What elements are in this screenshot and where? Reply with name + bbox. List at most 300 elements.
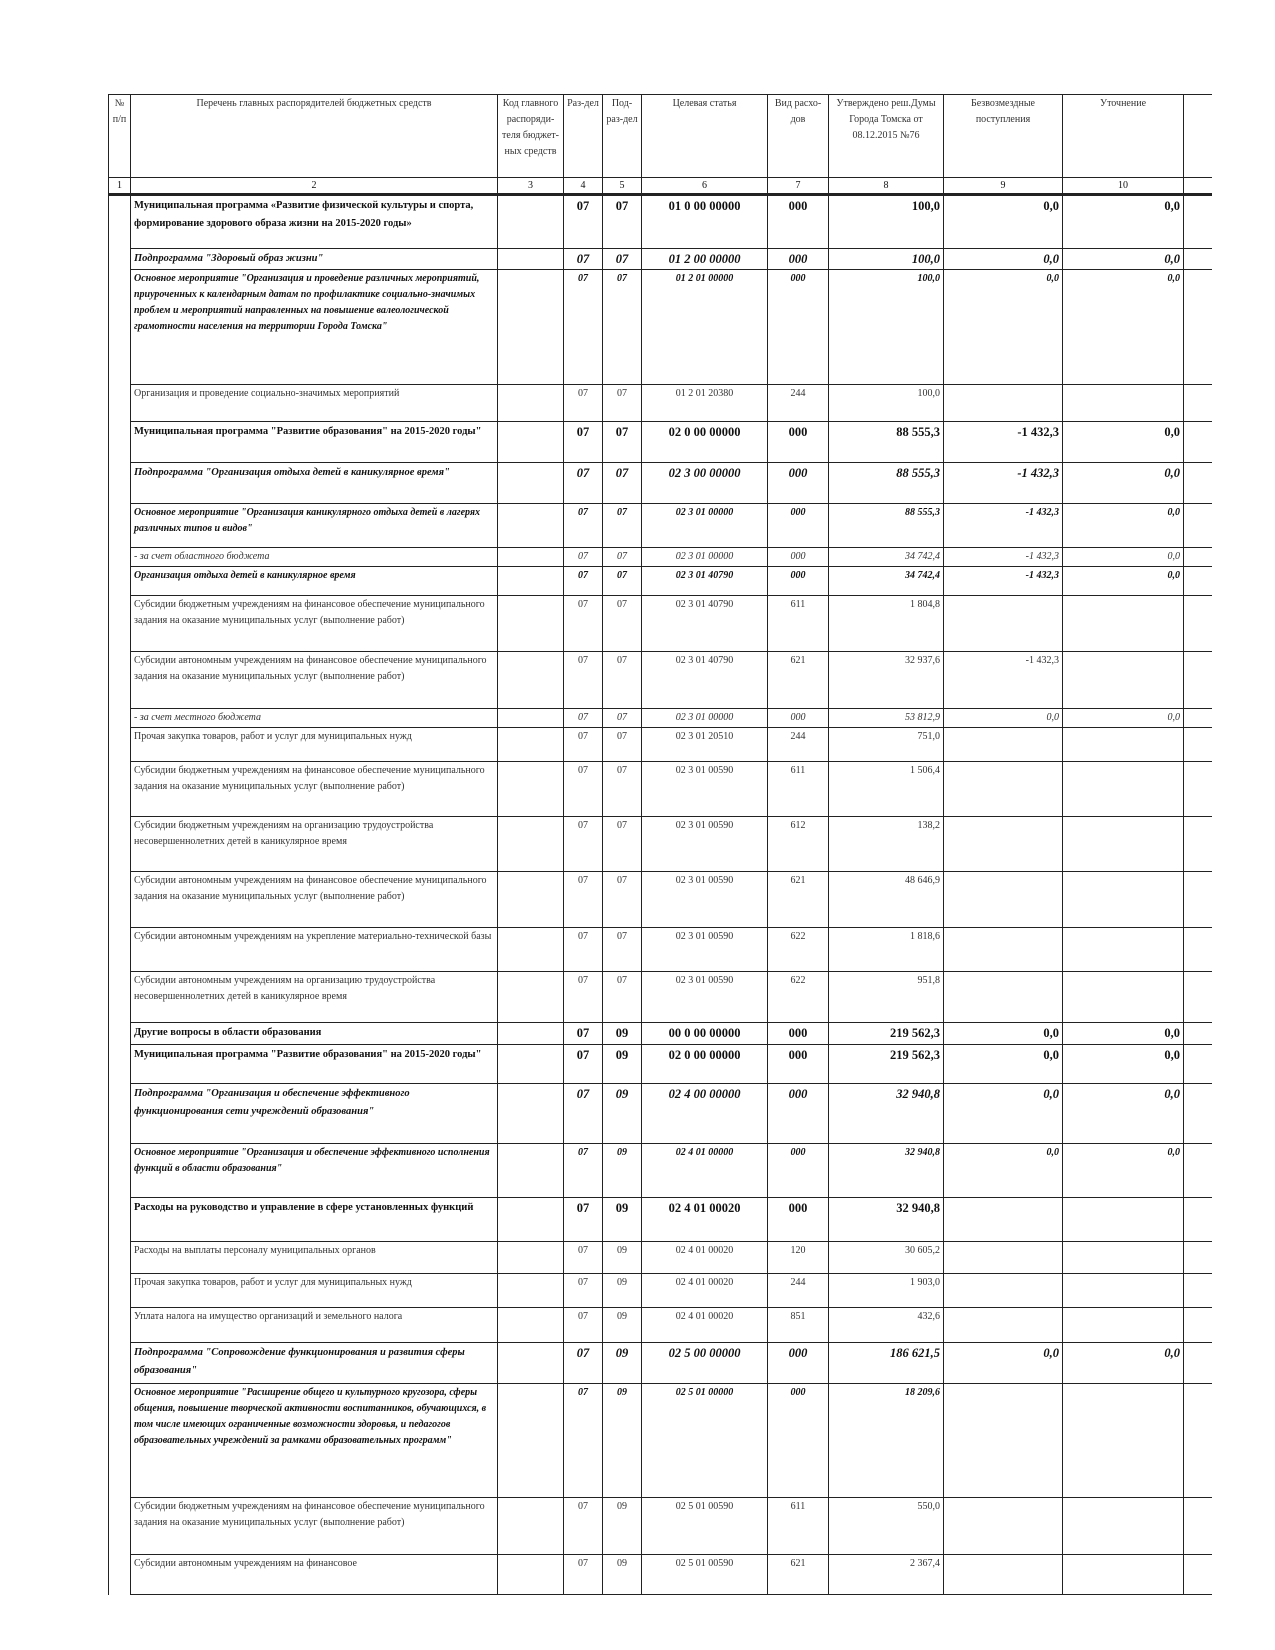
header-extra [1184,95,1213,178]
header-approved: Утверждено реш.Думы Города Томска от 08.12.2015 №76 [829,95,944,178]
row-clarification [1063,596,1184,652]
row-subsection: 07 [603,548,642,567]
row-number [109,1384,131,1498]
row-number [109,709,131,728]
row-clarification: 0,0 [1063,567,1184,596]
row-clarification [1063,972,1184,1023]
row-subsection: 07 [603,596,642,652]
row-number [109,762,131,817]
row-extra [1184,1343,1213,1384]
row-code [498,817,564,872]
row-grants: -1 432,3 [944,548,1063,567]
row-extra [1184,762,1213,817]
row-clarification [1063,1384,1184,1498]
row-extra [1184,817,1213,872]
row-expense-type: 621 [768,1555,829,1595]
row-code [498,1242,564,1274]
header-clarification: Уточнение [1063,95,1184,178]
row-number [109,1274,131,1308]
row-number [109,385,131,422]
row-subsection: 09 [603,1308,642,1343]
row-target: 02 4 00 00000 [642,1084,768,1144]
row-clarification: 0,0 [1063,1343,1184,1384]
row-number [109,548,131,567]
row-approved: 1 506,4 [829,762,944,817]
row-code [498,709,564,728]
row-section: 07 [564,1343,603,1384]
colnum: 8 [829,178,944,195]
row-number [109,1084,131,1144]
row-target: 02 3 01 00000 [642,709,768,728]
row-grants: -1 432,3 [944,422,1063,463]
row-name: Субсидии бюджетным учреждениям на организацию трудоустройства несовершеннолетних детей в каникулярное время [131,817,498,872]
row-target: 02 5 00 00000 [642,1343,768,1384]
row-subsection: 09 [603,1242,642,1274]
row-section: 07 [564,1084,603,1144]
row-code [498,928,564,972]
row-section: 07 [564,385,603,422]
row-extra [1184,422,1213,463]
row-section: 07 [564,1045,603,1084]
row-code [498,1498,564,1555]
row-name: Муниципальная программа "Развитие образования" на 2015-2020 годы" [131,422,498,463]
row-grants [944,872,1063,928]
row-subsection: 07 [603,249,642,270]
row-name: Субсидии бюджетным учреждениям на финансовое обеспечение муниципального задания на оказание муниципальных услуг (выполнение работ) [131,596,498,652]
row-subsection: 07 [603,270,642,385]
row-subsection: 07 [603,817,642,872]
row-subsection: 09 [603,1198,642,1242]
row-clarification [1063,817,1184,872]
row-target: 02 0 00 00000 [642,422,768,463]
row-name: Прочая закупка товаров, работ и услуг для муниципальных нужд [131,1274,498,1308]
row-section: 07 [564,1242,603,1274]
row-subsection: 07 [603,385,642,422]
header-num: № п/п [109,95,131,178]
row-approved: 34 742,4 [829,567,944,596]
row-number [109,422,131,463]
row-subsection: 09 [603,1274,642,1308]
table-row [109,1023,1213,1045]
table-row [109,1384,1213,1498]
row-subsection: 09 [603,1343,642,1384]
table-row [109,1555,1213,1595]
row-number [109,596,131,652]
row-expense-type: 000 [768,1343,829,1384]
row-clarification: 0,0 [1063,504,1184,548]
row-clarification [1063,928,1184,972]
row-expense-type: 000 [768,463,829,504]
row-code [498,504,564,548]
colnum: 4 [564,178,603,195]
row-approved: 34 742,4 [829,548,944,567]
row-name: Подпрограмма "Сопровождение функционирования и развития сферы образования" [131,1343,498,1384]
row-number [109,928,131,972]
header-name: Перечень главных распорядителей бюджетных средств [131,95,498,178]
row-approved: 1 818,6 [829,928,944,972]
row-subsection: 09 [603,1144,642,1198]
row-name: Подпрограмма "Здоровый образ жизни" [131,249,498,270]
row-target: 02 3 01 00000 [642,548,768,567]
row-code [498,567,564,596]
row-clarification: 0,0 [1063,1045,1184,1084]
row-clarification [1063,1555,1184,1595]
row-section: 07 [564,195,603,249]
row-extra [1184,709,1213,728]
row-expense-type: 622 [768,928,829,972]
row-grants: 0,0 [944,249,1063,270]
row-target: 02 3 01 40790 [642,567,768,596]
row-expense-type: 000 [768,567,829,596]
row-subsection: 07 [603,709,642,728]
row-approved: 100,0 [829,385,944,422]
row-approved: 550,0 [829,1498,944,1555]
row-section: 07 [564,1555,603,1595]
row-extra [1184,1045,1213,1084]
table-row [109,1084,1213,1144]
row-grants [944,728,1063,762]
row-clarification [1063,1198,1184,1242]
header-subsection: Под-раз-дел [603,95,642,178]
row-section: 07 [564,504,603,548]
row-name: Субсидии автономным учреждениям на финансовое [131,1555,498,1595]
row-code [498,270,564,385]
row-grants: 0,0 [944,1023,1063,1045]
row-extra [1184,548,1213,567]
row-subsection: 07 [603,567,642,596]
row-code [498,972,564,1023]
row-approved: 432,6 [829,1308,944,1343]
header-row [109,95,1213,178]
row-code [498,596,564,652]
row-target: 02 3 01 00590 [642,872,768,928]
row-subsection: 07 [603,762,642,817]
row-expense-type: 000 [768,1045,829,1084]
row-subsection: 07 [603,728,642,762]
row-expense-type: 621 [768,872,829,928]
row-expense-type: 120 [768,1242,829,1274]
row-name: - за счет областного бюджета [131,548,498,567]
row-expense-type: 611 [768,762,829,817]
row-extra [1184,567,1213,596]
row-extra [1184,249,1213,270]
row-approved: 53 812,9 [829,709,944,728]
row-extra [1184,1198,1213,1242]
row-grants: 0,0 [944,1144,1063,1198]
row-number [109,817,131,872]
row-subsection: 07 [603,972,642,1023]
row-extra [1184,1023,1213,1045]
row-section: 07 [564,972,603,1023]
row-section: 07 [564,463,603,504]
row-number [109,270,131,385]
row-subsection: 09 [603,1045,642,1084]
row-clarification [1063,762,1184,817]
header-target: Целевая статья [642,95,768,178]
row-target: 02 3 01 00590 [642,972,768,1023]
table-row [109,249,1213,270]
colnum [1184,178,1213,195]
row-expense-type: 851 [768,1308,829,1343]
table-row [109,195,1213,249]
row-approved: 1 804,8 [829,596,944,652]
row-subsection: 09 [603,1498,642,1555]
row-expense-type: 000 [768,548,829,567]
row-name: Субсидии автономным учреждениям на финансовое обеспечение муниципального задания на оказание муниципальных услуг (выполнение работ) [131,652,498,709]
row-approved: 2 367,4 [829,1555,944,1595]
row-clarification: 0,0 [1063,1023,1184,1045]
row-name: Основное мероприятие "Организация и обеспечение эффективного исполнения функций в области образования" [131,1144,498,1198]
colnum: 7 [768,178,829,195]
table-row [109,270,1213,385]
row-section: 07 [564,548,603,567]
row-approved: 219 562,3 [829,1045,944,1084]
row-grants [944,1555,1063,1595]
table-row [109,817,1213,872]
row-approved: 219 562,3 [829,1023,944,1045]
row-number [109,972,131,1023]
row-section: 07 [564,817,603,872]
row-target: 02 3 01 00590 [642,817,768,872]
table-row [109,1274,1213,1308]
row-subsection: 09 [603,1084,642,1144]
row-expense-type: 622 [768,972,829,1023]
row-extra [1184,596,1213,652]
row-approved: 100,0 [829,195,944,249]
row-grants: -1 432,3 [944,652,1063,709]
row-number [109,463,131,504]
table-row [109,548,1213,567]
row-extra [1184,728,1213,762]
row-target: 02 3 01 00590 [642,762,768,817]
colnum: 3 [498,178,564,195]
row-approved: 951,8 [829,972,944,1023]
row-number [109,1498,131,1555]
table-row [109,728,1213,762]
table-row [109,762,1213,817]
row-target: 02 5 01 00590 [642,1555,768,1595]
row-number [109,1045,131,1084]
row-extra [1184,1555,1213,1595]
row-extra [1184,463,1213,504]
row-approved: 88 555,3 [829,463,944,504]
table-row [109,652,1213,709]
row-name: Прочая закупка товаров, работ и услуг для муниципальных нужд [131,728,498,762]
row-number [109,195,131,249]
colnum: 1 [109,178,131,195]
row-name: - за счет местного бюджета [131,709,498,728]
row-clarification [1063,1274,1184,1308]
row-expense-type: 000 [768,195,829,249]
row-expense-type: 000 [768,1144,829,1198]
row-extra [1184,270,1213,385]
row-expense-type: 611 [768,1498,829,1555]
row-subsection: 09 [603,1555,642,1595]
row-name: Организация отдыха детей в каникулярное время [131,567,498,596]
row-target: 02 4 01 00000 [642,1144,768,1198]
row-expense-type: 611 [768,596,829,652]
row-code [498,1308,564,1343]
row-expense-type: 000 [768,709,829,728]
row-approved: 32 937,6 [829,652,944,709]
row-approved: 88 555,3 [829,504,944,548]
row-code [498,422,564,463]
row-target: 02 4 01 00020 [642,1242,768,1274]
row-number [109,1023,131,1045]
row-name: Другие вопросы в области образования [131,1023,498,1045]
row-expense-type: 244 [768,728,829,762]
row-grants: 0,0 [944,1343,1063,1384]
row-approved: 32 940,8 [829,1084,944,1144]
row-name: Подпрограмма "Организация отдыха детей в каникулярное время" [131,463,498,504]
row-section: 07 [564,249,603,270]
row-expense-type: 000 [768,249,829,270]
row-expense-type: 000 [768,1023,829,1045]
row-grants: 0,0 [944,1084,1063,1144]
colnum: 10 [1063,178,1184,195]
row-grants: 0,0 [944,1045,1063,1084]
row-code [498,1343,564,1384]
row-extra [1184,1308,1213,1343]
row-section: 07 [564,1384,603,1498]
row-grants [944,817,1063,872]
row-clarification [1063,385,1184,422]
table-row [109,1144,1213,1198]
colnum: 5 [603,178,642,195]
row-name: Муниципальная программа "Развитие образования" на 2015-2020 годы" [131,1045,498,1084]
row-name: Основное мероприятие "Организация и проведение различных мероприятий, приуроченных к календарным датам по профилактике социально-значимых проблем и мероприятий направленных на повышение валеологической грамотности населения на территории Города Томска" [131,270,498,385]
row-extra [1184,872,1213,928]
column-numbers-row [109,178,1213,195]
table-row [109,1045,1213,1084]
row-code [498,1274,564,1308]
row-section: 07 [564,709,603,728]
row-extra [1184,1498,1213,1555]
header-section: Раз-дел [564,95,603,178]
row-clarification: 0,0 [1063,422,1184,463]
row-name: Основное мероприятие "Организация каникулярного отдыха детей в лагерях различных типов и видов" [131,504,498,548]
table-row [109,872,1213,928]
row-code [498,872,564,928]
row-name: Субсидии автономным учреждениям на организацию трудоустройства несовершеннолетних детей в каникулярное время [131,972,498,1023]
row-code [498,195,564,249]
row-grants: -1 432,3 [944,463,1063,504]
row-clarification [1063,728,1184,762]
header-expense-type: Вид расхо-дов [768,95,829,178]
row-target: 02 5 01 00000 [642,1384,768,1498]
row-number [109,567,131,596]
row-extra [1184,385,1213,422]
row-target: 01 2 01 00000 [642,270,768,385]
row-extra [1184,1084,1213,1144]
budget-table-container [108,94,1212,1650]
row-code [498,463,564,504]
row-subsection: 07 [603,422,642,463]
row-section: 07 [564,1198,603,1242]
row-name: Организация и проведение социально-значимых мероприятий [131,385,498,422]
row-extra [1184,1274,1213,1308]
row-code [498,385,564,422]
row-approved: 32 940,8 [829,1198,944,1242]
table-row [109,1242,1213,1274]
row-code [498,1144,564,1198]
row-section: 07 [564,1498,603,1555]
row-grants [944,928,1063,972]
row-grants: 0,0 [944,195,1063,249]
row-grants [944,972,1063,1023]
row-subsection: 07 [603,463,642,504]
row-target: 02 5 01 00590 [642,1498,768,1555]
row-expense-type: 000 [768,422,829,463]
row-name: Субсидии автономным учреждениям на укрепление материально-технической базы [131,928,498,972]
table-row [109,422,1213,463]
row-subsection: 09 [603,1023,642,1045]
row-target: 00 0 00 00000 [642,1023,768,1045]
row-section: 07 [564,270,603,385]
row-expense-type: 000 [768,1384,829,1498]
row-target: 02 3 01 40790 [642,596,768,652]
table-row [109,596,1213,652]
colnum: 9 [944,178,1063,195]
row-approved: 1 903,0 [829,1274,944,1308]
row-section: 07 [564,1308,603,1343]
row-grants [944,1198,1063,1242]
row-clarification: 0,0 [1063,1144,1184,1198]
row-subsection: 07 [603,504,642,548]
table-row [109,1498,1213,1555]
row-extra [1184,972,1213,1023]
table-row [109,1308,1213,1343]
row-approved: 32 940,8 [829,1144,944,1198]
row-number [109,652,131,709]
row-number [109,1555,131,1595]
row-section: 07 [564,1023,603,1045]
row-extra [1184,928,1213,972]
row-clarification: 0,0 [1063,709,1184,728]
row-target: 02 3 00 00000 [642,463,768,504]
row-grants [944,1498,1063,1555]
row-grants [944,762,1063,817]
row-clarification [1063,1242,1184,1274]
row-subsection: 07 [603,652,642,709]
row-target: 02 3 01 40790 [642,652,768,709]
table-row [109,1198,1213,1242]
row-expense-type: 000 [768,1084,829,1144]
row-name: Уплата налога на имущество организаций и земельного налога [131,1308,498,1343]
row-name: Субсидии бюджетным учреждениям на финансовое обеспечение муниципального задания на оказание муниципальных услуг (выполнение работ) [131,762,498,817]
table-row [109,1343,1213,1384]
row-section: 07 [564,762,603,817]
row-name: Расходы на выплаты персоналу муниципальных органов [131,1242,498,1274]
row-subsection: 07 [603,928,642,972]
row-extra [1184,1144,1213,1198]
table-row [109,928,1213,972]
row-clarification [1063,872,1184,928]
row-approved: 88 555,3 [829,422,944,463]
row-expense-type: 244 [768,385,829,422]
row-approved: 100,0 [829,249,944,270]
row-code [498,728,564,762]
row-target: 01 0 00 00000 [642,195,768,249]
row-code [498,1045,564,1084]
row-name: Муниципальная программа «Развитие физической культуры и спорта, формирование здорового образа жизни на 2015-2020 годы» [131,195,498,249]
row-code [498,762,564,817]
row-clarification: 0,0 [1063,249,1184,270]
row-target: 02 3 01 20510 [642,728,768,762]
row-name: Подпрограмма "Организация и обеспечение эффективного функционирования сети учреждений образования" [131,1084,498,1144]
row-approved: 48 646,9 [829,872,944,928]
row-extra [1184,195,1213,249]
